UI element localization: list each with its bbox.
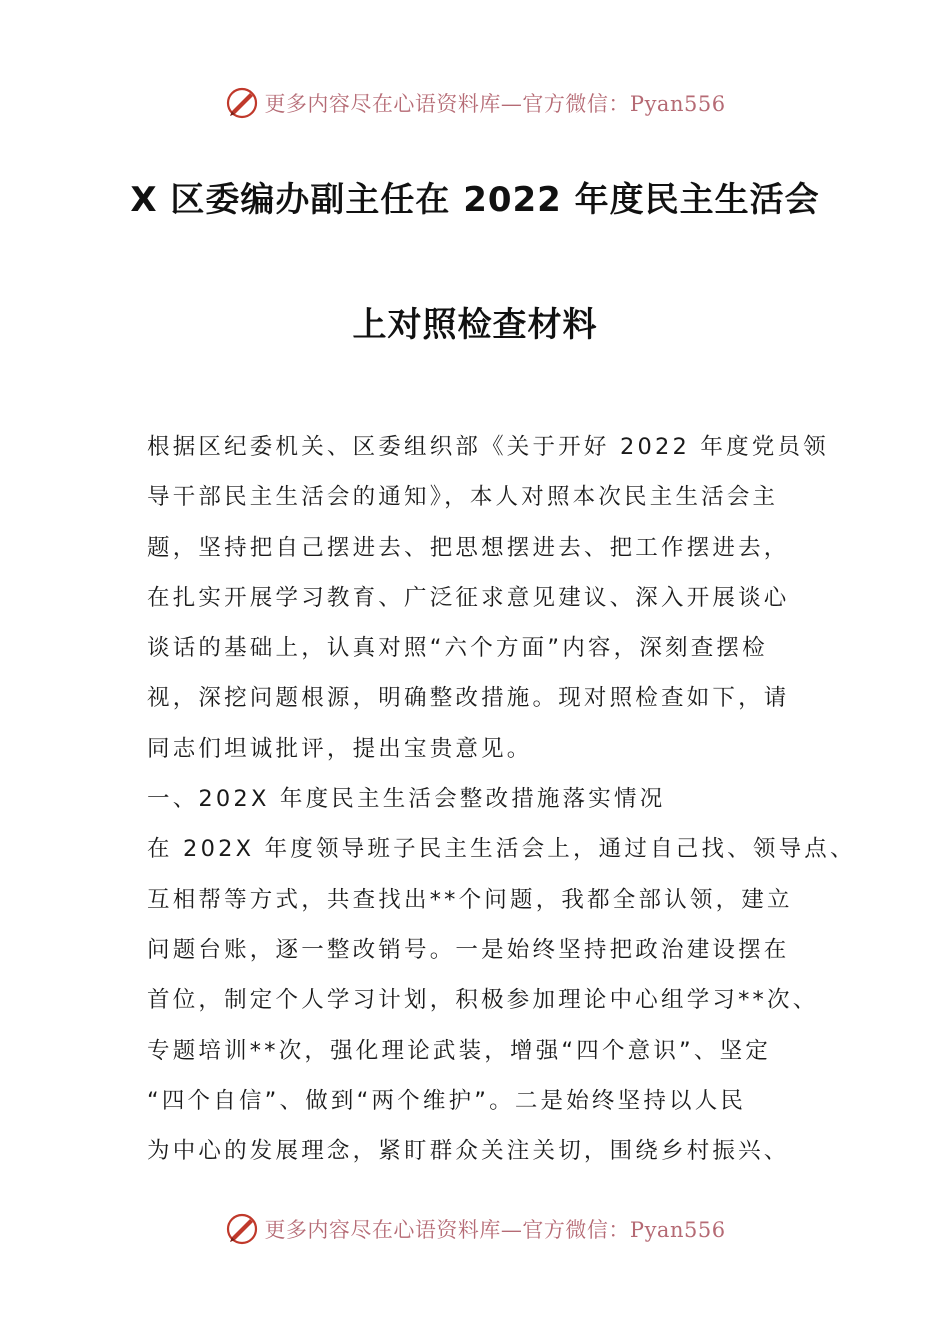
body-line: 谈话的基础上，认真对照“六个方面”内容，深刻查摆检: [147, 635, 768, 662]
document-title-line-2: 上对照检查材料: [352, 305, 598, 345]
pen-logo-icon: [224, 85, 260, 121]
body-line: 在扎实开展学习教育、广泛征求意见建议、深入开展谈心: [147, 584, 790, 611]
document-body: [147, 422, 856, 1176]
body-line: 同志们坦诚批评，提出宝贵意见。: [147, 735, 533, 762]
body-line: 视，深挖问题根源，明确整改措施。现对照检查如下，请: [147, 685, 790, 712]
body-line: 问题台账，逐一整改销号。一是始终坚持把政治建设摆在: [147, 936, 790, 963]
body-line: 互相帮等方式，共查找出**个问题，我都全部认领，建立: [147, 886, 793, 913]
document-title-line-1: X 区委编办副主任在 2022 年度民主生活会: [130, 180, 820, 220]
body-line: 题，坚持把自己摆进去、把思想摆进去、把工作摆进去，: [147, 534, 790, 561]
header-watermark-banner: [0, 83, 950, 123]
body-line: 导干部民主生活会的通知》，本人对照本次民主生活会主: [147, 484, 779, 511]
pen-logo-icon: [224, 1211, 260, 1247]
body-line: 为中心的发展理念，紧盯群众关注关切，围绕乡村振兴、: [147, 1138, 790, 1165]
section-heading: 一、202X 年度民主生活会整改措施落实情况: [147, 786, 666, 813]
banner-text: 更多内容尽在心语资料库—官方微信：Pyan556: [264, 1218, 726, 1242]
banner-text: 更多内容尽在心语资料库—官方微信：Pyan556: [264, 92, 726, 116]
body-line: 首位，制定个人学习计划，积极参加理论中心组学习**次、: [147, 987, 819, 1014]
body-line: 专题培训**次，强化理论武装，增强“四个意识”、坚定: [147, 1037, 772, 1064]
body-line: “四个自信”、做到“两个维护”。二是始终坚持以人民: [147, 1087, 747, 1114]
body-line: 在 202X 年度领导班子民主生活会上，通过自己找、领导点、: [147, 836, 856, 863]
footer-watermark-banner: [0, 1209, 950, 1249]
body-line: 根据区纪委机关、区委组织部《关于开好 2022 年度党员领: [147, 434, 829, 460]
